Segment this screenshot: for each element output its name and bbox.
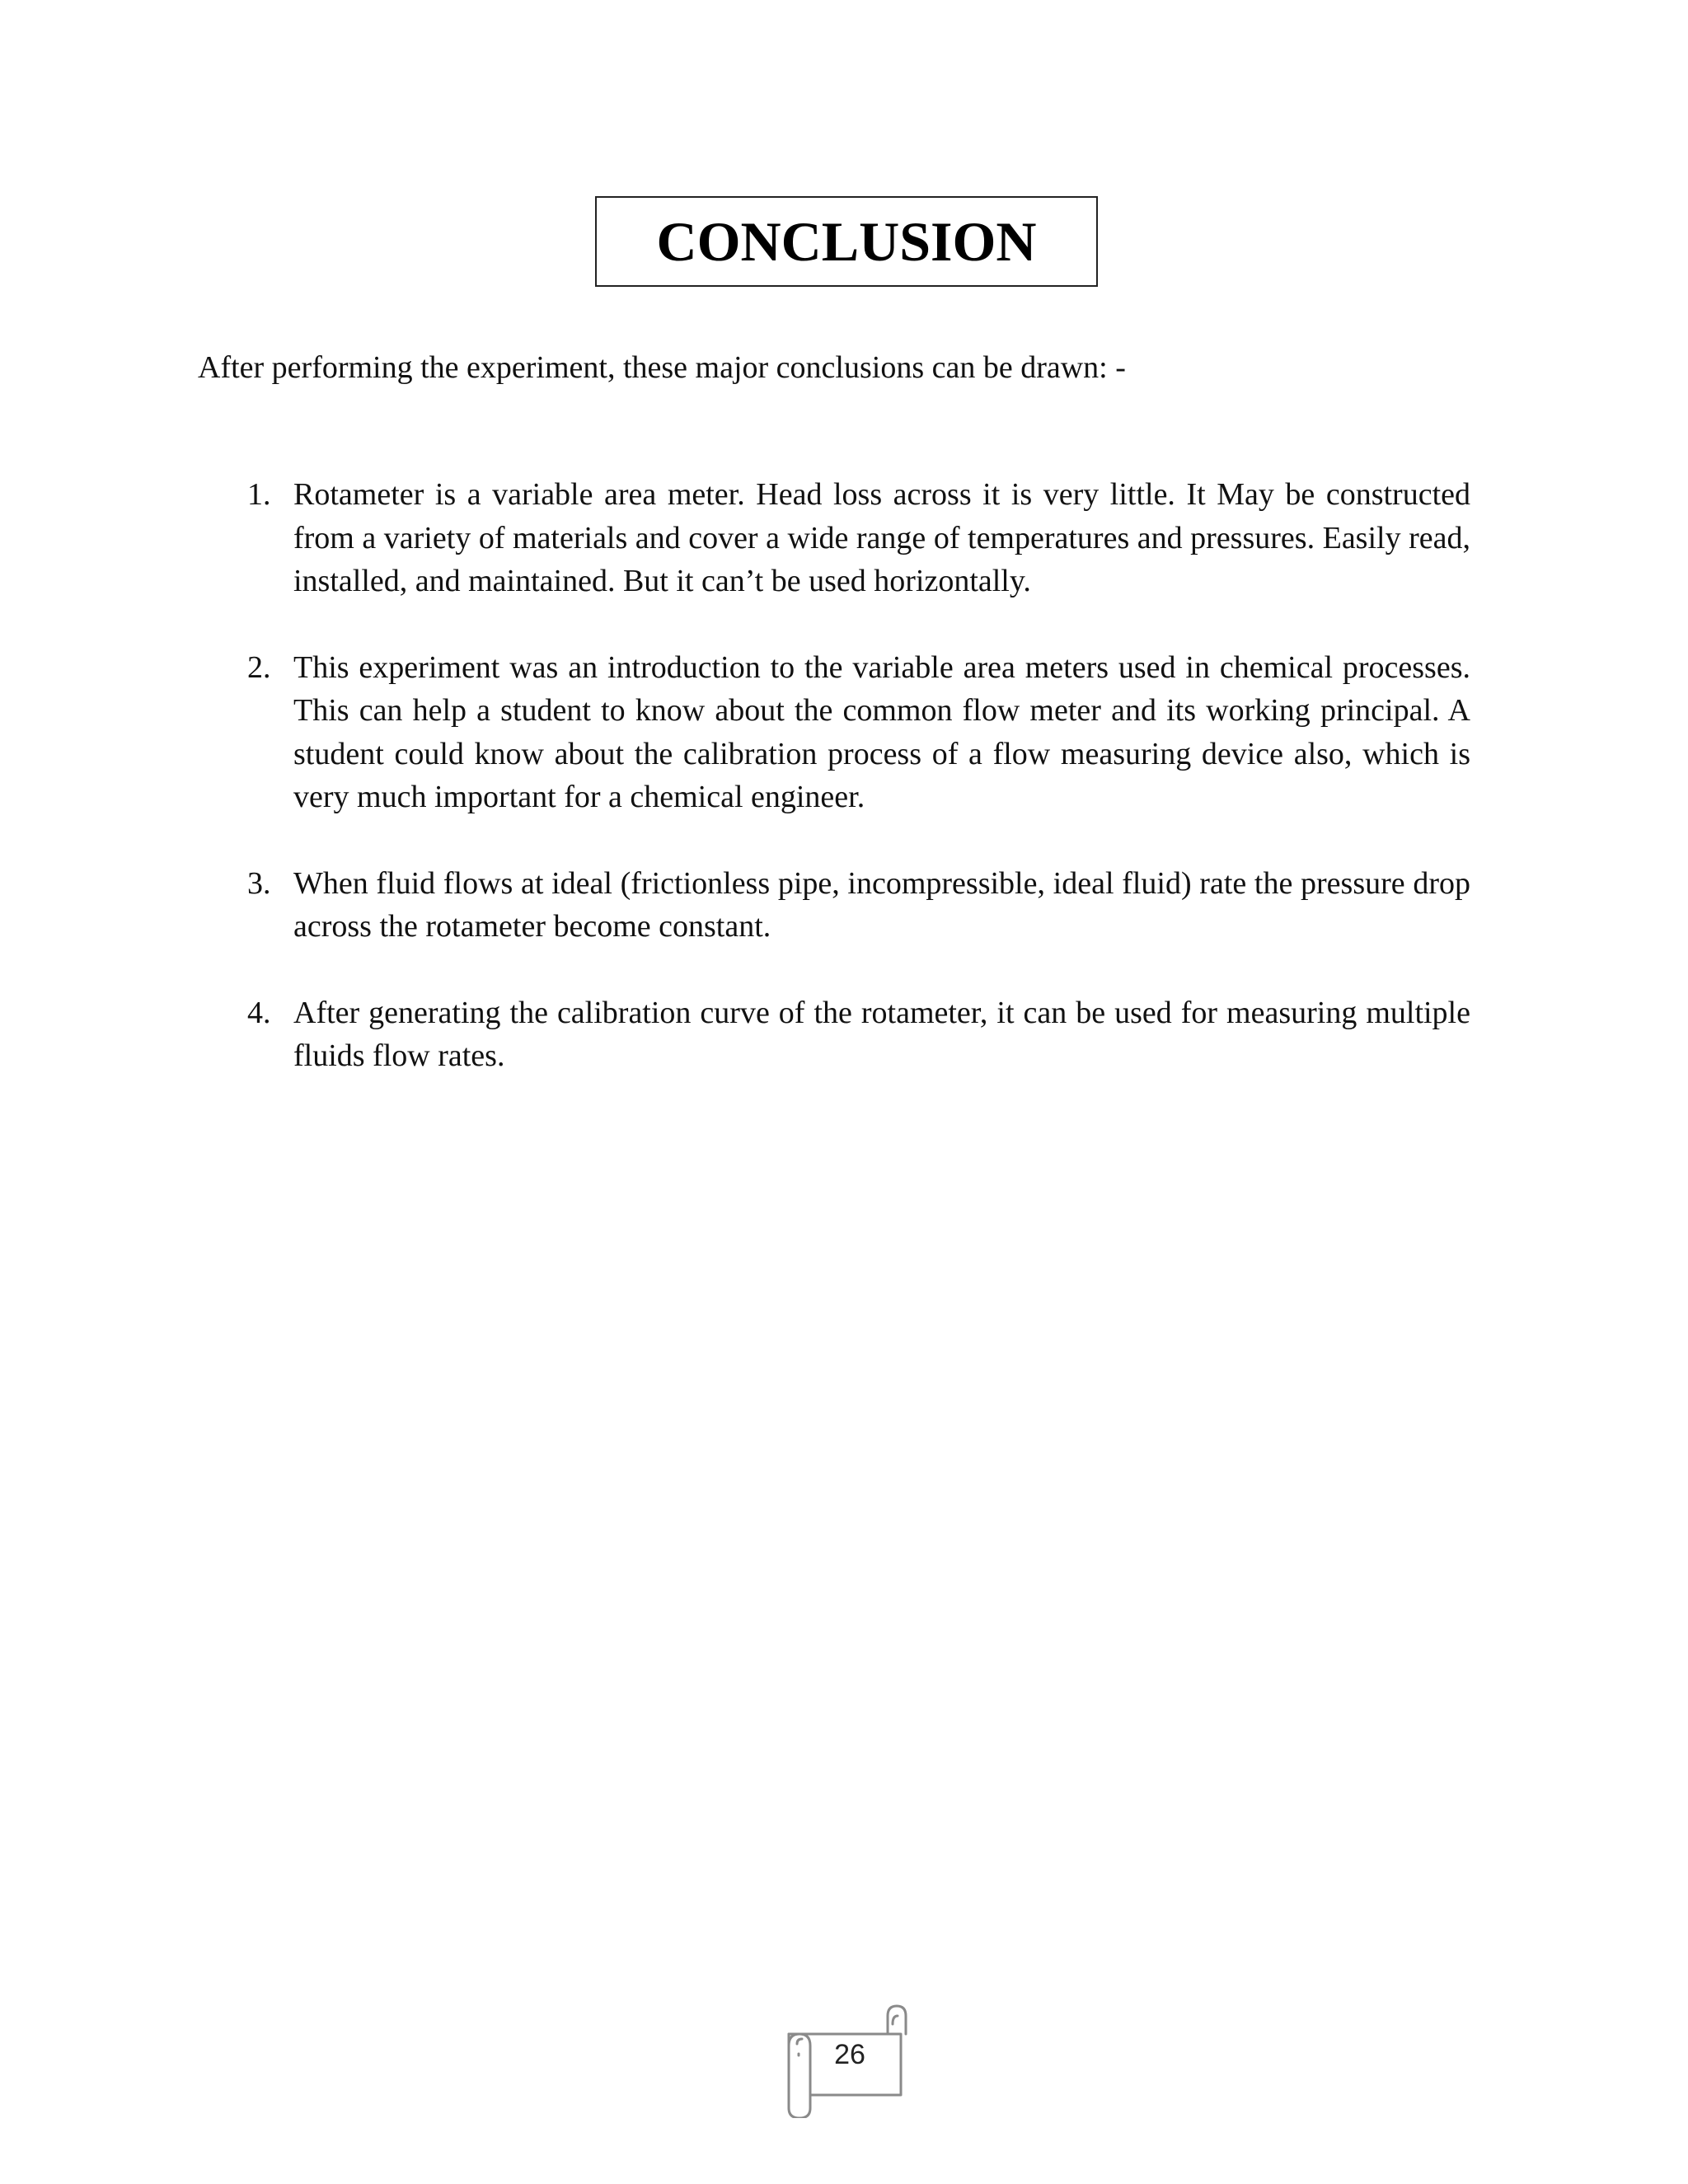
list-item-text: This experiment was an introduction to the variable area meters used in chemical processes. This can help a student to know about the common flow meter and its working principal. A student could know about the calibration process of a flow measuring device also, which is very much important for a chemical engineer. [293,649,1470,814]
title-box [595,196,1098,287]
list-item-number: 3. [247,865,271,901]
list-item-number: 4. [247,995,271,1030]
page-number-footer [762,2003,911,2118]
list-item-text: After generating the calibration curve of the rotameter, it can be used for measuring multiple fluids flow rates. [293,995,1470,1073]
list-item [239,862,1470,949]
list-item-number: 1. [247,477,271,512]
intro-paragraph: After performing the experiment, these major conclusions can be drawn: - [198,350,1126,385]
page-number: 26 [834,2039,865,2070]
conclusions-list [239,473,1470,1121]
list-item [239,473,1470,603]
list-item [239,991,1470,1078]
list-item-text: When fluid flows at ideal (frictionless pipe, incompressible, ideal fluid) rate the pressure drop across the rotameter become constant. [293,865,1470,944]
list-item [239,646,1470,819]
list-item-text: Rotameter is a variable area meter. Head loss across it is very little. It May be constructed from a variety of materials and cover a wide range of temperatures and pressures. Easily read, installed, and maintained. But it can’t be used horizontally. [293,477,1470,598]
list-item-number: 2. [247,649,271,685]
page-title: CONCLUSION [656,209,1037,273]
